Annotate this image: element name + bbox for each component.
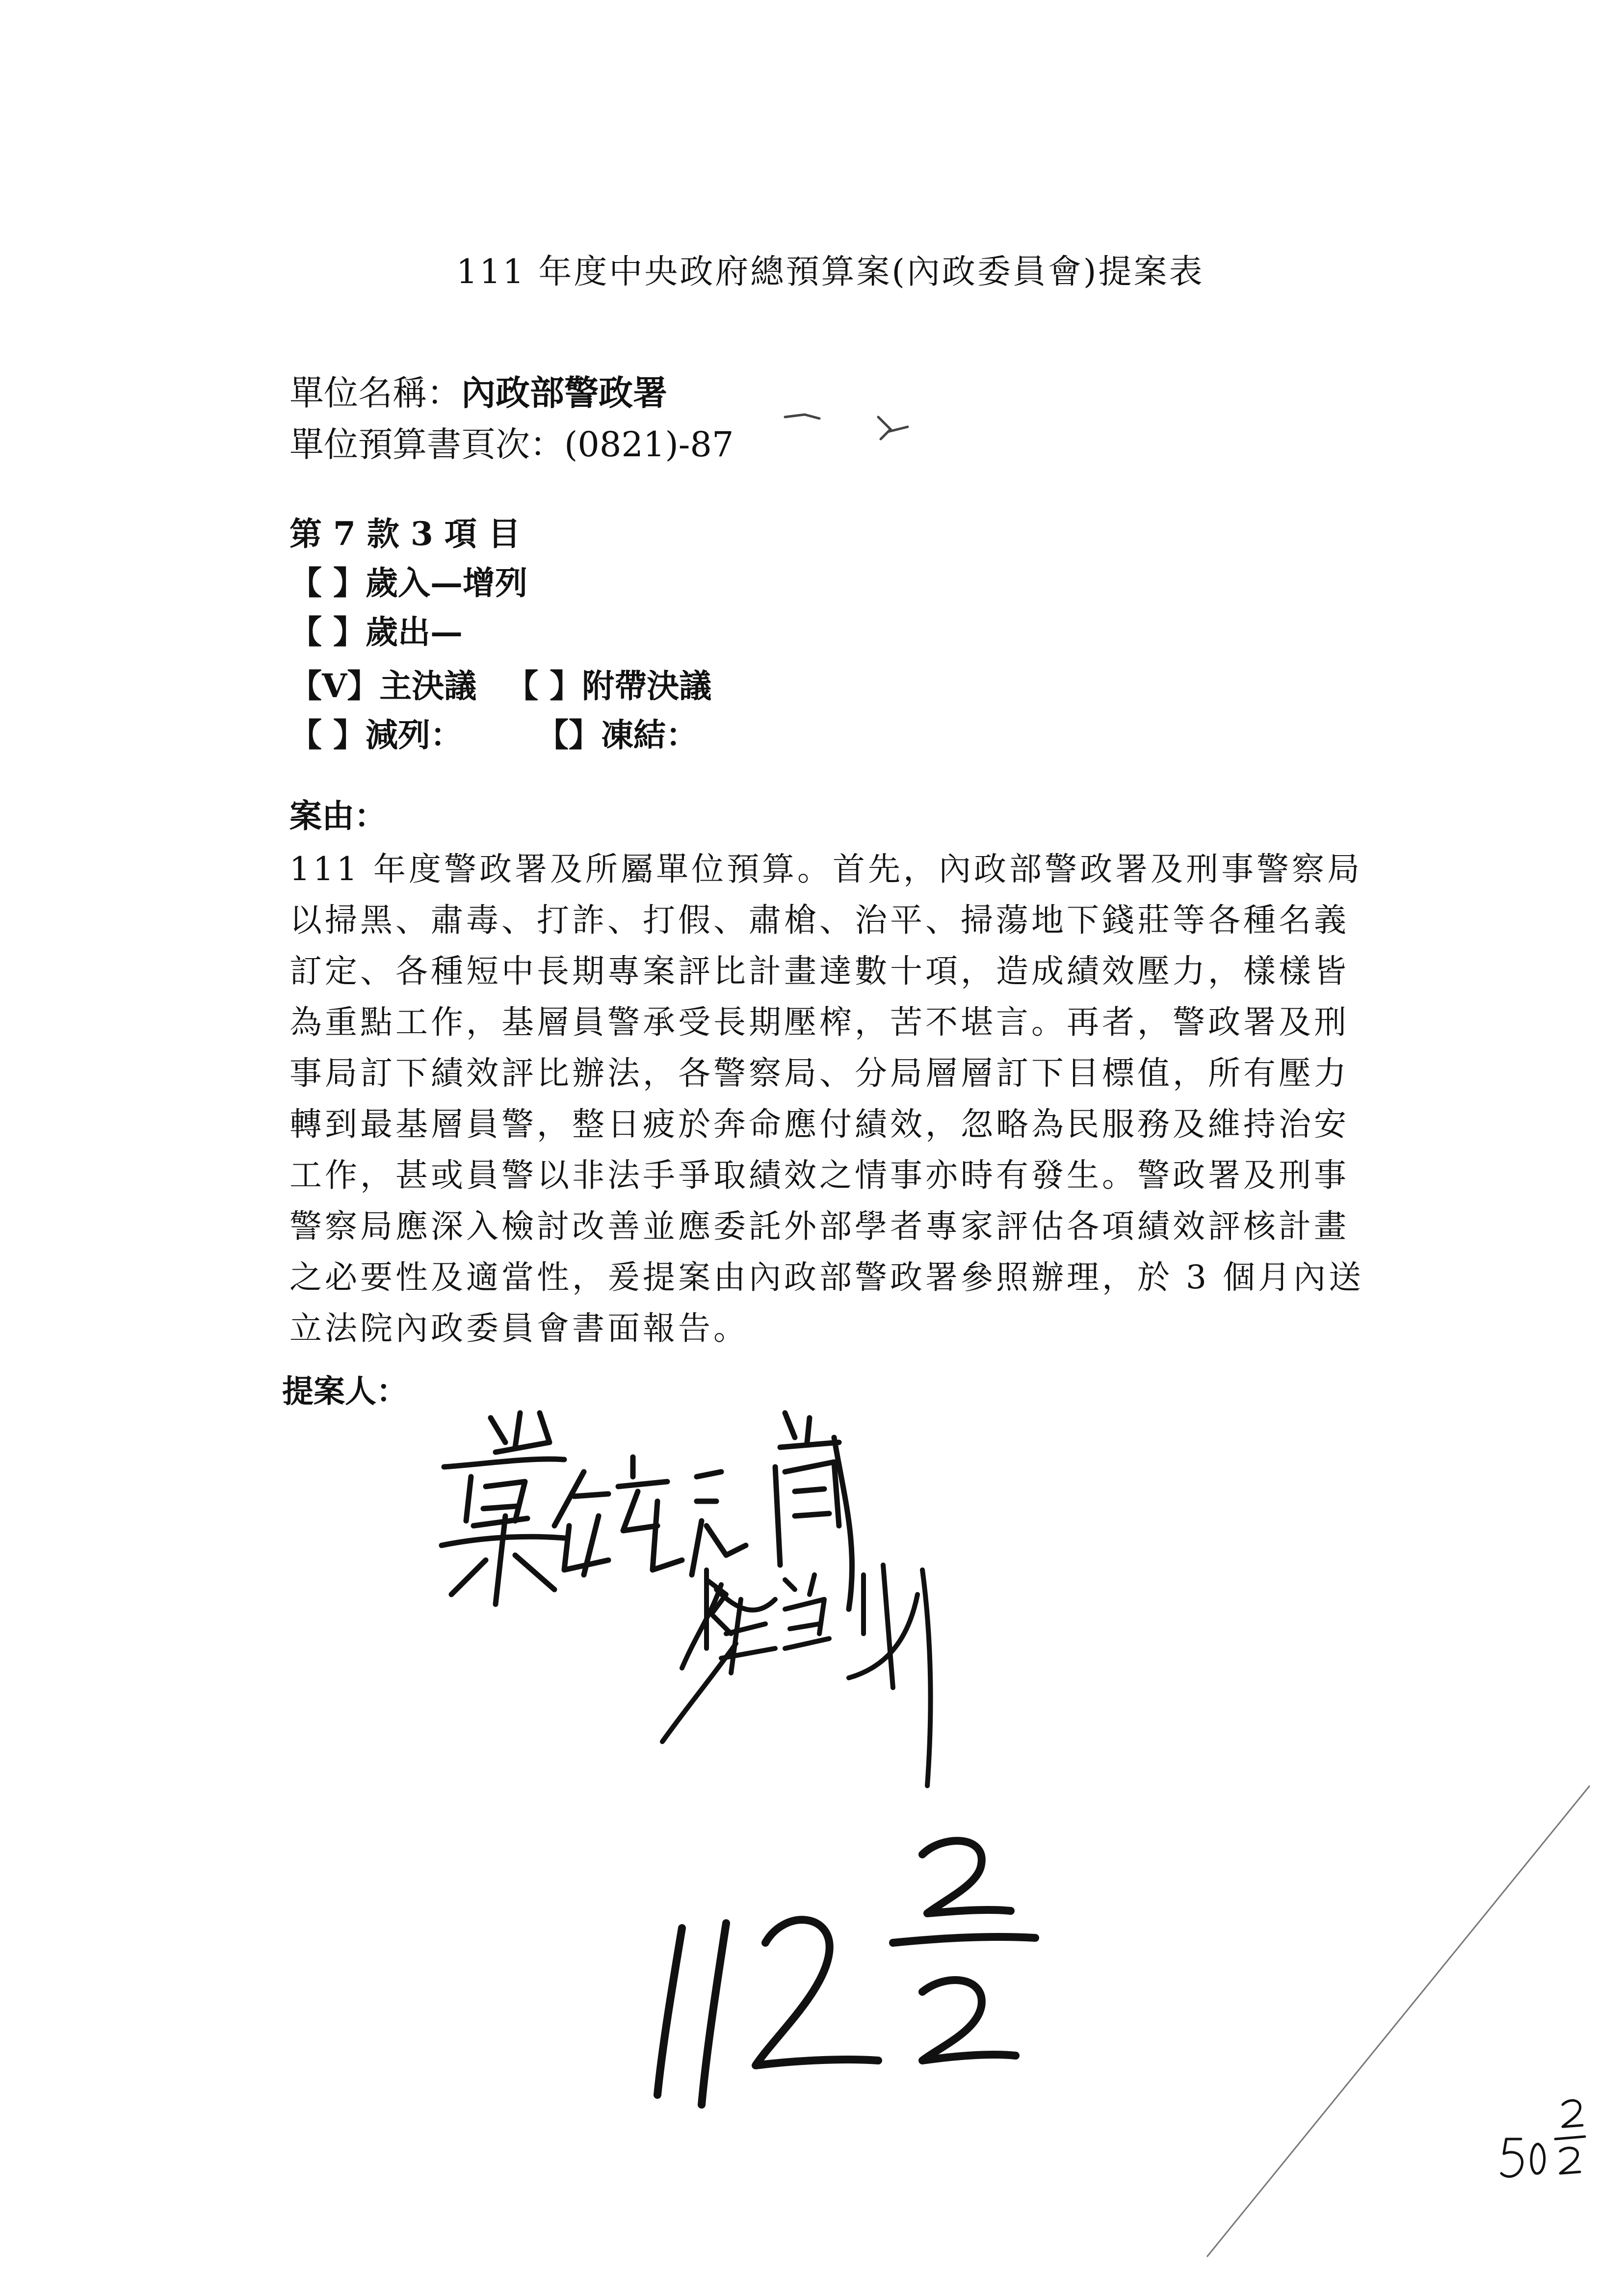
- reason-line: 以掃黑、肅毒、打詐、打假、肅槍、治平、掃蕩地下錢莊等各種名義: [289, 901, 1349, 939]
- unit-page-value: (0821)-87: [564, 424, 734, 465]
- reason-line: 為重點工作，基層員警承受長期壓榨，苦不堪言。再者，警政署及刑: [289, 1003, 1349, 1041]
- expense-option: 【 】歲出—: [289, 613, 463, 651]
- signature-2: [662, 1565, 931, 1786]
- reason-line: 警察局應深入檢討改善並應委託外部學者專家評估各項績效評核計畫: [289, 1207, 1349, 1245]
- income-increase-option: 【 】歲入—增列: [289, 564, 527, 602]
- document-title: 111 年度中央政府總預算案(內政委員會)提案表: [456, 253, 1205, 291]
- stray-marks: [785, 415, 908, 439]
- reason-line: 立法院內政委員會書面報告。: [289, 1309, 749, 1347]
- cut-option: 【 】減列：: [289, 716, 463, 754]
- budget-item-line: 第 7 款 3 項 目: [289, 515, 521, 553]
- reason-label: 案由：: [289, 797, 387, 835]
- proposer-label: 提案人：: [282, 1373, 408, 1410]
- reason-line: 111 年度警政署及所屬單位預算。首先，內政部警政署及刑事警察局: [289, 850, 1362, 888]
- attached-resolution-option: 【 】附帶決議: [506, 667, 712, 705]
- reason-line: 事局訂下績效評比辦法，各警察局、分局層層訂下目標值，所有壓力: [289, 1054, 1349, 1092]
- unit-name-label: 單位名稱：: [289, 373, 461, 413]
- unit-page-label: 單位預算書頁次：: [289, 424, 564, 465]
- diagonal-line: [1207, 1786, 1590, 2257]
- corner-note: [1501, 2100, 1585, 2176]
- reason-line: 訂定、各種短中長期專案評比計畫達數十項，造成績效壓力，樣樣皆: [289, 952, 1349, 990]
- unit-name-value: 內政部警政署: [461, 372, 667, 413]
- main-resolution-option: 【V】主決議: [289, 667, 477, 705]
- freeze-option: 【】凍結：: [536, 716, 698, 754]
- reason-line: 轉到最基層員警，整日疲於奔命應付績效，忽略為民服務及維持治安: [289, 1105, 1349, 1143]
- reason-line: 之必要性及適當性，爰提案由內政部警政署參照辦理，於 3 個月內送: [289, 1258, 1364, 1296]
- reason-line: 工作，甚或員警以非法手爭取績效之情事亦時有發生。警政署及刑事: [289, 1156, 1349, 1194]
- signature-1: [442, 1413, 852, 1609]
- handwritten-number: [657, 1841, 1035, 2105]
